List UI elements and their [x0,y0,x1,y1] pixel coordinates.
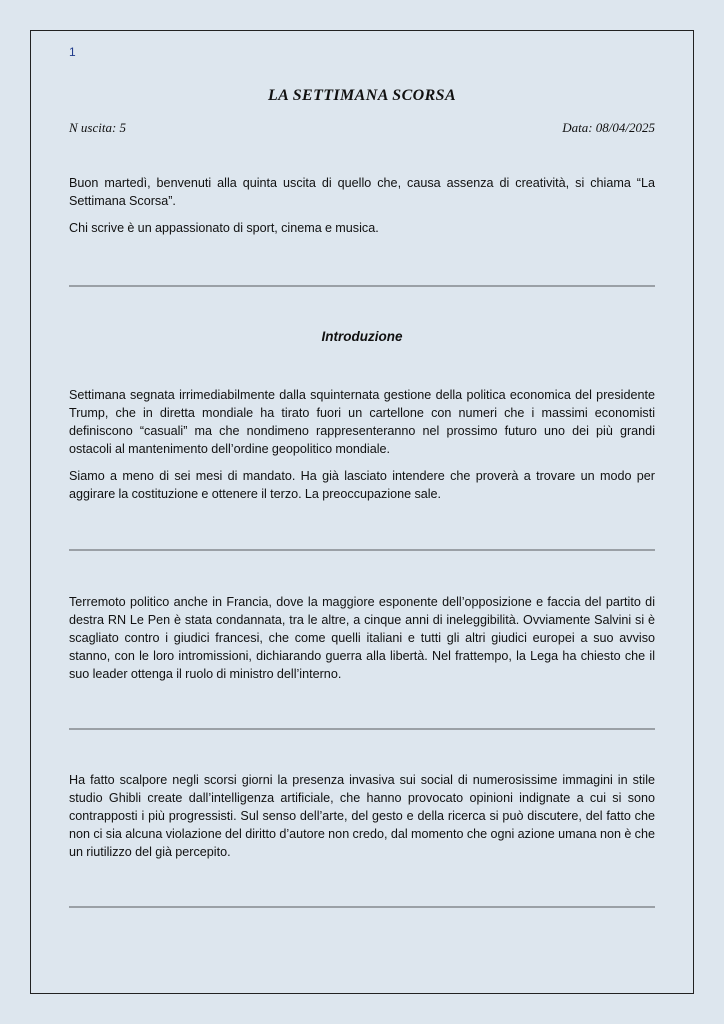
newsletter-title: LA SETTIMANA SCORSA [267,87,457,104]
divider-4 [69,906,655,908]
issue-meta-row [69,120,655,136]
divider-1 [69,285,655,287]
intro-block [69,174,655,246]
divider-3 [69,728,655,730]
section-1-paragraph-1: Settimana segnata irrimediabilmente dalla squinternata gestione della politica economica del presidente Trump, che in diretta mondiale ha tirato fuori un cartellone con numeri che i massimi economisti definiscono “casuali” ma che nondimeno rappresenteranno nel prossimo futuro uno dei più grandi ostacoli al mantenimento dell’ordine geopolitico mondiale. [69,388,655,456]
section-1-block [69,386,655,512]
section-2-paragraph-1: Terremoto politico anche in Francia, dove la maggiore esponente dell’opposizione e faccia del partito di destra RN Le Pen è stata condannata, tra le altre, a cinque anni di ineleggibilità. Ovviamente Salvini si è scagliato contro i giudici francesi, che come quelli italiani e tutti gli altri giudici europei a suo avviso stanno, con le loro intromissioni, dichiarando guerra alla libertà. Nel frattempo, la Lega ha chiesto che il suo leader ottenga il ruolo di ministro dell’interno. [69,595,655,681]
divider-2 [69,549,655,551]
section-1-paragraph-2: Siamo a meno di sei mesi di mandato. Ha già lasciato intendere che proverà a trovare un modo per aggirare la costituzione e ottenere il terzo. La preoccupazione sale. [69,469,655,501]
issue-number: N uscita: 5 [69,120,127,135]
intro-paragraph-1: Buon martedì, benvenuti alla quinta uscita di quello che, causa assenza di creatività, si chiama “La Settimana Scorsa”. [69,176,655,208]
issue-date: Data: 08/04/2025 [562,120,655,135]
section-3-block [69,771,655,870]
section-3-paragraph-1: Ha fatto scalpore negli scorsi giorni la presenza invasiva sui social di numerosissime immagini in stile studio Ghibli create dall’intelligenza artificiale, che hanno provocato opinioni indignate a cui si sono contrapposti i più progressisti. Sul senso dell’arte, del gesto e della ricerca si può discutere, del fatto che non ci sia alcuna violazione del diritto d’autore non credo, dal momento che ogni azione umana non è che un riutilizzo del già percepito. [69,773,655,859]
section-heading: Introduzione [321,329,403,344]
document-page [30,30,694,994]
page-number: 1 [69,45,76,59]
section-2-block [69,593,655,692]
intro-paragraph-2: Chi scrive è un appassionato di sport, cinema e musica. [69,221,379,235]
